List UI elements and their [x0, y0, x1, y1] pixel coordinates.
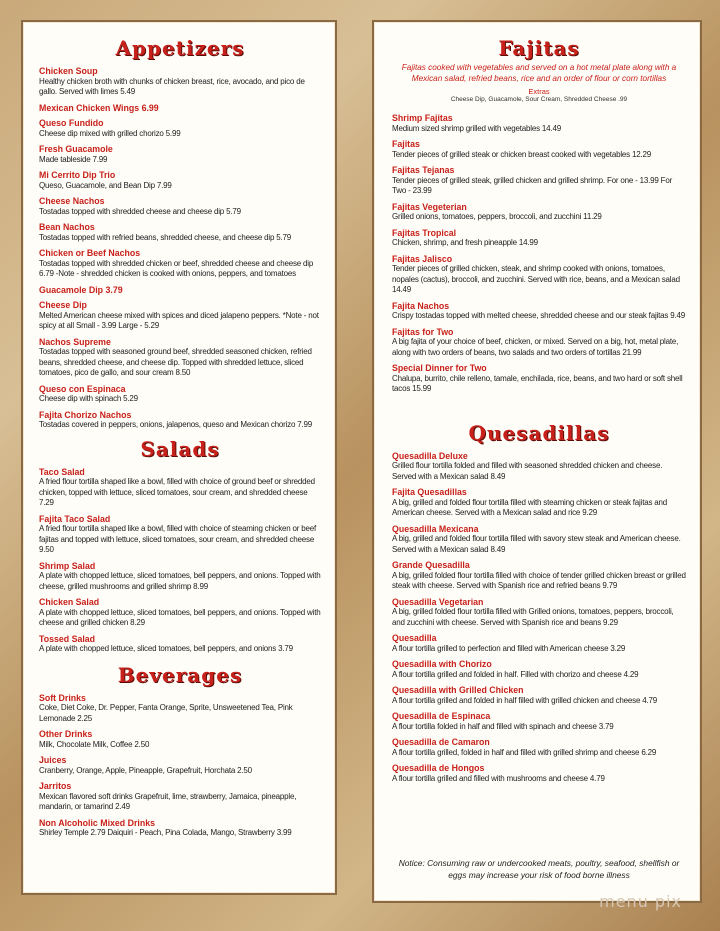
menu-item	[39, 337, 321, 379]
menu-item-description: A plate with chopped lettuce, sliced tomatoes, bell peppers, and onions. Topped with cheese and grilled chicken 8.29	[39, 607, 321, 627]
menu-item-name: Quesadilla de Camaron	[392, 737, 490, 747]
menu-item-name: Mi Cerrito Dip Trio	[39, 170, 116, 180]
menu-item	[39, 410, 321, 431]
menu-item-description: Made tableside 7.99	[39, 154, 108, 164]
menu-item-name: Quesadilla	[392, 633, 437, 643]
menu-item-name: Soft Drinks	[39, 692, 86, 703]
menu-item	[39, 561, 321, 593]
menu-item	[39, 514, 321, 556]
menu-item-description: Coke, Diet Coke, Dr. Pepper, Fanta Orange, Sprite, Unsweetened Tea, Pink Lemonade 2.25	[39, 703, 293, 723]
menu-item	[39, 144, 321, 165]
menu-item	[392, 524, 686, 556]
menu-item-description: Mexican flavored soft drinks Grapefruit, lime, strawberry, Jamaica, pineapple, mandarin, or tamarind 2.49	[39, 791, 297, 811]
fajitas-intro: Fajitas cooked with vegetables and served on a hot metal plate along with a Mexican salad, refried beans, rice and an order of flour or corn tortillas	[401, 63, 677, 83]
menu-item-description: Tender pieces of grilled steak, grilled chicken and grilled shrimp. For one - 13.99 For Two - 23.99	[392, 175, 673, 195]
menu-item-description: Grilled onions, tomatoes, peppers, broccoli, and zucchini 11.29	[392, 212, 602, 221]
menu-item-name: Other Drinks	[39, 729, 93, 739]
menu-item-name: Fajita Quesadillas	[392, 487, 467, 497]
menu-item	[392, 228, 686, 249]
fajitas-extras: Cheese Dip, Guacamole, Sour Cream, Shredded Cheese .99	[450, 96, 628, 103]
menu-item-description: Shirley Temple 2.79 Daiquiri - Peach, Pina Colada, Mango, Strawberry 3.99	[39, 828, 292, 837]
left-menu-panel	[21, 20, 337, 895]
menu-item-description: A flour tortilla folded in half and filled with spinach and cheese 3.79	[392, 721, 614, 731]
menu-item-name: Fajitas Jalisco	[392, 253, 453, 264]
menu-item-name: Quesadilla Vegetarian	[392, 596, 484, 607]
menu-item-name: Jarritos	[39, 781, 72, 791]
menu-item-name: Cheese Nachos	[39, 196, 105, 206]
menu-item	[39, 729, 321, 750]
menu-item-description: A big fajita of your choice of beef, chicken, or mixed. Served on a big, hot, metal plate, along with two orders of beans, two salads and two orders of tortillas 21.99	[392, 337, 679, 357]
menu-item-name: Fajitas Vegeterian	[392, 201, 467, 212]
menu-item	[39, 222, 321, 243]
menu-item-description: A flour tortilla grilled, folded in half and filled with grilled shrimp and cheese 6.29	[392, 747, 657, 757]
menu-item-name: Chicken Soup	[39, 66, 98, 76]
menu-item-name: Fajitas	[392, 139, 420, 149]
menu-item-name: Queso Fundido	[39, 118, 104, 128]
menu-item-description: Tostadas topped with seasoned ground beef, shredded seasoned chicken, refried beans, shredded cheese, and cheese dip. Topped with shredded lettuce, sliced tomatoes, pico de gallo, and sour cream 8.50	[39, 347, 312, 377]
menu-item	[39, 634, 321, 655]
menu-item-description: Medium sized shrimp grilled with vegetables 14.49	[392, 123, 561, 133]
menu-item	[392, 763, 686, 784]
menu-item-description: Tender pieces of grilled steak or chicken breast cooked with vegetables 12.29	[392, 149, 651, 159]
menu-item-name: Fajita Chorizo Nachos	[39, 409, 132, 420]
menu-item	[392, 597, 686, 629]
menu-item	[39, 196, 321, 217]
menu-item-description: A flour tortilla grilled and filled with mushrooms and cheese 4.79	[392, 773, 605, 783]
menu-item-name: Shrimp Fajitas	[392, 113, 453, 123]
menu-item-description: Milk, Chocolate Milk, Coffee 2.50	[39, 739, 150, 749]
menu-item-description: Tostadas covered in peppers, onions, jalapenos, queso and Mexican chorizo 7.99	[39, 420, 313, 429]
menu-item-description: Tostadas topped with shredded cheese and cheese dip 5.79	[39, 206, 241, 216]
menu-item	[392, 737, 686, 758]
menu-item-description: Healthy chicken broth with chunks of chicken breast, rice, avocado, and pico de gallo. Served with limes 5.49	[39, 76, 305, 96]
menu-item-name: Chicken or Beef Nachos	[39, 248, 141, 258]
menu-item	[39, 170, 321, 191]
menu-item-name: Fajitas Tropical	[392, 227, 457, 238]
menu-item	[39, 384, 321, 405]
salads-title: Salads	[140, 436, 220, 461]
menu-item-description: Tostadas topped with refried beans, shredded cheese, and cheese dip 5.79	[39, 232, 292, 242]
menu-item-name: Quesadilla de Espinaca	[392, 711, 491, 721]
menu-item	[39, 693, 321, 725]
menu-item-name: Juices	[39, 755, 67, 765]
menu-item	[39, 755, 321, 776]
salads-list	[39, 467, 321, 655]
menu-item	[39, 103, 321, 114]
fajitas-title: Fajitas	[498, 36, 580, 60]
menu-item-description: A plate with chopped lettuce, sliced tomatoes, bell peppers, and onions. Topped with cheese, grilled mushrooms and grilled shrimp 8.99	[39, 571, 321, 591]
menu-item-name: Fresh Guacamole	[39, 144, 113, 154]
menu-item	[392, 139, 686, 160]
menu-item	[392, 487, 686, 519]
right-menu-panel	[372, 20, 702, 903]
menu-item-name: Guacamole Dip 3.79	[39, 284, 123, 295]
menu-item-description: Cheese dip with spinach 5.29	[39, 394, 138, 403]
menu-item	[39, 285, 321, 296]
menu-item-description: Melted American cheese mixed with spices and diced jalapeno peppers. *Note - not spicy at all Small - 3.99 Large - 5.29	[39, 310, 319, 330]
menu-item	[392, 165, 686, 197]
menu-item-name: Quesadilla de Hongos	[392, 763, 485, 773]
menu-item-name: Queso con Espinaca	[39, 383, 126, 394]
menu-item	[392, 327, 686, 359]
menu-item-description: Cheese dip mixed with grilled chorizo 5.99	[39, 128, 181, 138]
menu-item	[39, 248, 321, 280]
menu-item-name: Non Alcoholic Mixed Drinks	[39, 817, 156, 828]
menu-item-name: Cheese Dip	[39, 300, 87, 310]
menu-item	[39, 118, 321, 139]
menu-item	[39, 66, 321, 98]
menu-item-name: Bean Nachos	[39, 222, 95, 232]
menu-item-name: Quesadilla Mexicana	[392, 523, 479, 534]
menu-item	[392, 254, 686, 296]
menu-item-description: Tostadas topped with shredded chicken or beef, shredded cheese and cheese dip 6.79 -Note - shredded chicken is cooked with onions, peppers, and tomatoes	[39, 258, 314, 278]
menu-item-description: Grilled flour tortilla folded and filled with seasoned shredded chicken and cheese. Served with a Mexican salad 8.49	[392, 461, 663, 481]
menu-item	[39, 781, 321, 813]
menu-item-description: Cranberry, Orange, Apple, Pineapple, Grapefruit, Horchata 2.50	[39, 765, 252, 775]
menu-item-description: A fried flour tortilla shaped like a bowl, filled with choice of steaming chicken or beef fajitas and topped with lettuce, sliced tomatoes, sour cream, and shredded cheese 9.50	[39, 524, 317, 554]
menu-item-name: Grande Quesadilla	[392, 560, 470, 570]
menu-item-name: Special Dinner for Two	[392, 363, 487, 373]
menu-item	[392, 685, 686, 706]
quesadillas-title: Quesadillas	[468, 420, 610, 445]
menu-item	[392, 301, 686, 322]
menu-item	[392, 451, 686, 483]
quesadillas-list	[392, 451, 686, 785]
menu-item-description: Chalupa, burrito, chile relleno, tamale, enchilada, rice, beans, and two hard or soft shell tacos 15.99	[392, 373, 683, 393]
menu-item-name: Taco Salad	[39, 466, 85, 477]
menu-item-description: A big, grilled folded flour tortilla filled with Grilled onions, tomatoes, peppers, broccoli, and zucchini with cheese. Served with Spanish rice and beans 9.29	[392, 607, 674, 627]
menu-item-name: Mexican Chicken Wings 6.99	[39, 102, 159, 113]
menu-item	[39, 300, 321, 332]
menu-item-description: A flour tortilla grilled to perfection and filled with American cheese 3.29	[392, 643, 626, 653]
menu-item	[392, 363, 686, 395]
menu-item	[392, 202, 686, 223]
menu-item-name: Shrimp Salad	[39, 560, 96, 571]
menu-item	[392, 659, 686, 680]
menu-item-description: A flour tortilla grilled and folded in half. Filled with chorizo and cheese 4.29	[392, 669, 639, 679]
menu-item-description: A big, grilled folded flour tortilla filled with choice of tender grilled chicken breast or grilled steak with cheese. Served with Spanish rice and refried beans 9.79	[392, 570, 686, 590]
fajitas-extras-label: Extras	[528, 87, 550, 96]
menu-item	[392, 560, 686, 592]
menu-item-name: Quesadilla Deluxe	[392, 450, 468, 461]
menu-item-description: A big, grilled and folded flour tortilla filled with savory stew steak and American cheese. Served with a Mexican salad 8.49	[392, 534, 681, 554]
menu-item-name: Quesadilla with Grilled Chicken	[392, 685, 524, 695]
menu-item-description: Tender pieces of grilled chicken, steak, and shrimp cooked with onions, tomatoes, nopales (cactus), broccoli, and zucchini. Served with rice, beans, and a Mexican salad 14.49	[392, 264, 680, 294]
menu-item-description: A fried flour tortilla shaped like a bowl, filled with choice of ground beef or shredded chicken, topped with lettuce, sliced tomatoes, sour cream, and shredded cheese 7.29	[39, 477, 315, 507]
menu-item	[392, 633, 686, 654]
menu-item	[392, 113, 686, 134]
menu-item-name: Nachos Supreme	[39, 336, 111, 347]
menu-item-name: Fajita Taco Salad	[39, 513, 111, 524]
watermark: menu pix	[599, 892, 682, 911]
menu-item	[39, 597, 321, 629]
menu-item	[39, 467, 321, 509]
menu-item-description: A big, grilled and folded flour tortilla filled with steaming chicken or steak fajitas and American cheese. Served with a Mexican salad and rice 9.29	[392, 497, 668, 517]
appetizers-list	[39, 66, 321, 431]
beverages-list	[39, 693, 321, 839]
menu-item-description: Chicken, shrimp, and fresh pineapple 14.99	[392, 238, 538, 247]
menu-item-description: A plate with chopped lettuce, sliced tomatoes, bell peppers, and onions 3.79	[39, 644, 293, 653]
beverages-title: Beverages	[117, 662, 243, 687]
fajitas-list	[392, 113, 686, 395]
menu-item-name: Fajitas Tejanas	[392, 165, 455, 175]
menu-item-name: Quesadilla with Chorizo	[392, 659, 492, 669]
menu-item-description: Crispy tostadas topped with melted cheese, shredded cheese and our steak fajitas 9.49	[392, 311, 685, 320]
menu-item-description: Queso, Guacamole, and Bean Dip 7.99	[39, 180, 172, 190]
appetizers-title: Appetizers	[115, 36, 245, 60]
menu-item	[392, 711, 686, 732]
menu-item-name: Chicken Salad	[39, 597, 100, 607]
food-safety-notice: Notice: Consuming raw or undercooked meats, poultry, seafood, shellfish or eggs may increase your risk of food borne illness	[398, 858, 680, 880]
menu-item-name: Tossed Salad	[39, 633, 96, 644]
menu-item-name: Fajita Nachos	[392, 300, 450, 311]
menu-item-name: Fajitas for Two	[392, 326, 454, 337]
menu-item-description: A flour tortilla grilled and folded in half filled with grilled chicken and cheese 4.79	[392, 695, 657, 705]
menu-item	[39, 818, 321, 839]
